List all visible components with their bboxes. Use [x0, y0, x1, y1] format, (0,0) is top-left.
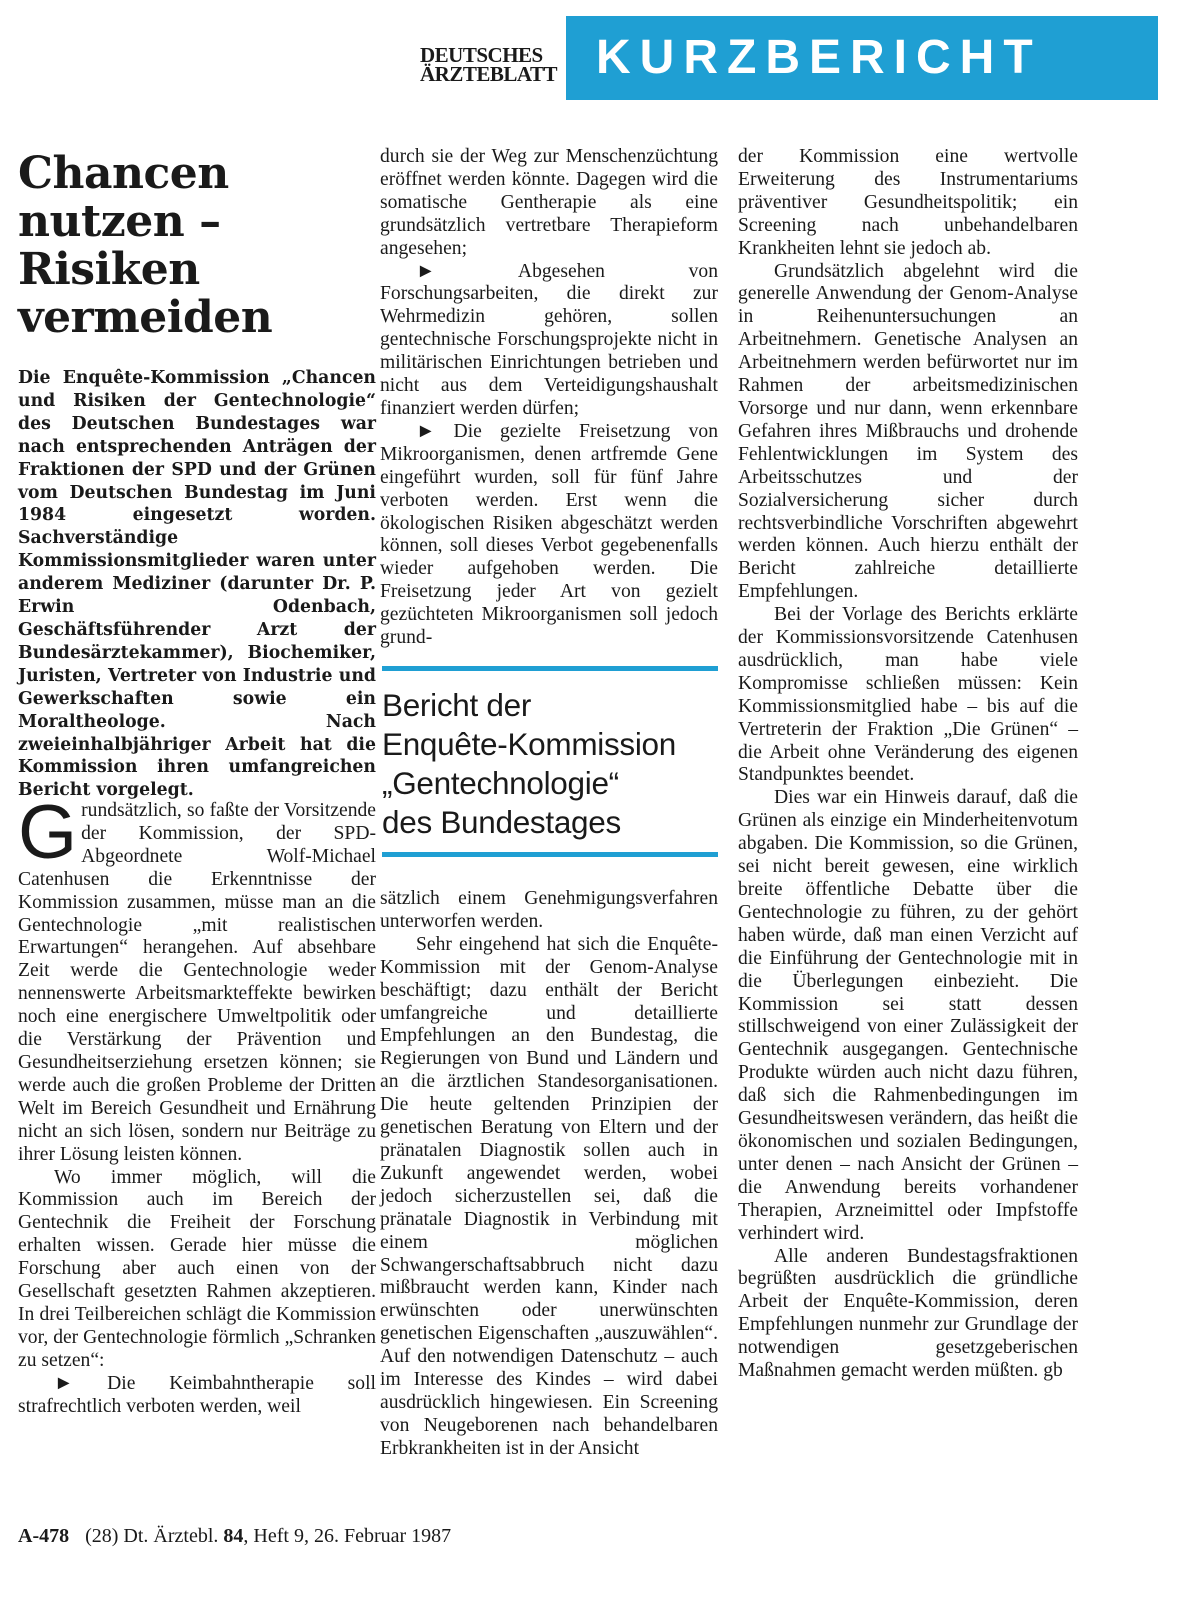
headline-line: Chancen — [18, 148, 229, 199]
headline — [18, 150, 378, 342]
section-banner: KURZBERICHT — [566, 16, 1158, 100]
column-3 — [738, 146, 1078, 1383]
column-1 — [18, 790, 376, 1418]
page-footer — [18, 1524, 718, 1548]
paragraph: der Kommission eine wertvolle Erweiterung des Instrumentariums präventiver Gesundheitspolitik; ein Screening nach unbehandelbaren Krankheiten lehnt sie jedoch ab. — [738, 146, 1078, 259]
subhead-line: Bericht der — [382, 687, 532, 723]
volume-number: 84 — [223, 1525, 244, 1547]
paragraph-text: rundsätzlich, so faßte der Vorsitzende der Kommission, der SPD-Abgeordnete Wolf-Michael Catenhusen die Erkenntnisse der Kommission zusammen, müsse man an die Gentechnologie „mit realistischen Erwartungen“ herangehen. Auf absehbare Zeit werde die Gentechnologie weder nennenswerte Arbeitsmarkteffekte bewirken noch eine energischere Umweltpolitik oder die Verstärkung der Prävention und Gesundheitserziehung ersetzen können; sie werde auch die großen Probleme der Dritten Welt im Bereich Gesundheit und Ernährung nicht an sich lösen, sondern nur Beiträge zu ihrer Lösung leisten können. — [18, 800, 376, 1165]
paragraph: ► Die Keimbahntherapie soll strafrechtlich verboten werden, weil — [18, 1372, 376, 1417]
headline-line: Risiken — [18, 244, 200, 295]
paragraph: Wo immer möglich, will die Kommission auch im Bereich der Gentechnik die Freiheit der Forschung erhalten wissen. Gerade hier müsse die Forschung aber auch einen von der Gesellschaft gesetzten Rahmen akzeptieren. In drei Teilbereichen schlägt die Kommission vor, der Gentechnologie förmlich „Schranken zu setzen“: — [18, 1166, 376, 1371]
paragraph: Bei der Vorlage des Berichts erklärte der Kommissionsvorsitzende Catenhusen ausdrücklich, man habe viele Kompromisse schließen müssen: Kein Kommissionsmitglied habe – bis auf die Vertreterin der Fraktion „Die Grünen“ – die Arbeit ohne Veränderung des eigenen Standpunktes beendet. — [738, 604, 1078, 786]
subhead-rule-bottom — [382, 852, 718, 857]
column-2-top — [380, 146, 718, 650]
citation-suffix: , Heft 9, 26. Februar 1987 — [243, 1525, 452, 1547]
headline-line: vermeiden — [18, 292, 273, 343]
subhead-line: Enquête-Kommission — [382, 726, 676, 762]
masthead-line1: DEUTSCHES — [420, 43, 543, 67]
headline-line: nutzen – — [18, 196, 221, 247]
subhead-rule-top — [382, 666, 718, 671]
citation-prefix: (28) Dt. Ärztebl. — [85, 1525, 224, 1547]
paragraph: durch sie der Weg zur Menschenzüchtung eröffnet werden könnte. Dagegen wird die somatische Gentherapie als eine grundsätzlich vertretbare Therapieform angesehen; — [380, 146, 718, 259]
subhead-line: „Gentechnologie“ — [382, 765, 619, 801]
column-2-bottom — [380, 888, 718, 1461]
paragraph: Grundsätzlich abgelehnt wird die generelle Anwendung der Genom-Analyse in Reihenuntersuchungen an Arbeitnehmern. Genetische Analysen an Arbeitnehmern werden befürwortet nur im Rahmen der arbeitsmedizinischen Vorsorge und nur dann, wenn erkennbare Gefahren ihres Mißbrauchs und drohende Fehlentwicklungen im System des Arbeitsschutzes und der Sozialversicherung sicher durch rechtsverbindliche Vorschriften abgewehrt werden können. Auch hierzu enthält der Bericht zahlreiche detaillierte Empfehlungen. — [738, 260, 1078, 603]
paragraph: Dies war ein Hinweis darauf, daß die Grünen als einzige ein Minderheitenvotum abgaben. Die Kommission, so die Grünen, sei nicht bereit gewesen, eine wirklich breite öffentliche Debatte über die Gentechnologie zu führen, zu der gehört haben würde, daß man einen Verzicht auf die Einführung der Gentechnologie mit in die Überlegungen einbezieht. Die Kommission sei statt dessen stillschweigend von einer Zulässigkeit der Gentechnik ausgegangen. Gentechnische Produkte würden auch nicht dazu führen, daß sich die Rahmenbedingungen im Gesundheitswesen verändern, das heißt die ökonomischen und sozialen Bedingungen, unter denen – nach Ansicht der Grünen – die Anwendung bereits vorhandener Therapien, Arzneimittel oder Impfstoffe verhindert wird. — [738, 787, 1078, 1244]
paragraph: ► Abgesehen von Forschungsarbeiten, die direkt zur Wehrmedizin gehören, sollen gentechnische Forschungsprojekte nicht in militärischen Einrichtungen betrieben und nicht aus dem Verteidigungshaushalt finanziert werden dürfen; — [380, 260, 718, 419]
lead-text: Die Enquête-Kommission „Chancen und Risiken der Gentechnologie“ des Deutschen Bundestages war nach entsprechenden Anträgen der Fraktionen der SPD und der Grünen vom Deutschen Bundestag im Juni 1984 eingesetzt worden. Sachverständige Kommissionsmitglieder waren unter anderem Mediziner (darunter Dr. P. Erwin Odenbach, Geschäftsführender Arzt der Bundesärztekammer), Biochemiker, Juristen, Vertreter von Industrie und Gewerkschaften sowie ein Moraltheologe. Nach zweieinhalbjähriger Arbeit hat die Kommission ihren umfangreichen Bericht vorgelegt. — [18, 368, 376, 801]
paragraph: Alle anderen Bundestagsfraktionen begrüßten ausdrücklich die gründliche Arbeit der Enquête-Kommission, deren Empfehlungen nunmehr zur Grundlage der notwendigen gesetzgeberischen Maßnahmen gemacht werden müßten. gb — [738, 1245, 1078, 1382]
drop-cap: G — [18, 790, 78, 875]
page-number: A-478 — [18, 1525, 70, 1547]
masthead — [420, 43, 560, 86]
subhead-line: des Bundestages — [382, 804, 621, 840]
paragraph — [18, 790, 376, 1167]
masthead-line2: ÄRZTEBLATT — [420, 62, 557, 86]
subhead — [382, 686, 722, 842]
paragraph: ► Die gezielte Freisetzung von Mikroorganismen, denen artfremde Gene eingeführt wurden, soll für fünf Jahre verboten werden. Erst wenn die ökologischen Risiken abgeschätzt werden können, soll dieses Verbot gegebenenfalls wieder aufgehoben werden. Die Freisetzung jeder Art von gezielt gezüchteten Mikroorganismen soll jedoch grund- — [380, 420, 718, 649]
lead-paragraph — [18, 367, 376, 802]
paragraph: Sehr eingehend hat sich die Enquête-Kommission mit der Genom-Analyse beschäftigt; dazu enthält der Bericht umfangreiche und detaillierte Empfehlungen an den Bundestag, die Regierungen von Bund und Ländern und an die ärztlichen Standesorganisationen. Die heute geltenden Prinzipien der genetischen Beratung von Eltern und der pränatalen Diagnostik sollen auch in Zukunft angewendet werden, wobei jedoch sicherzustellen sei, daß die pränatale Diagnostik in Verbindung mit einem möglichen Schwangerschaftsabbruch nicht dazu mißbraucht werden kann, Kinder nach erwünschten oder unerwünschten genetischen Eigenschaften „auszuwählen“. Auf den notwendigen Datenschutz – auch im Interesse des Kindes – wird dabei ausdrücklich hingewiesen. Ein Screening von Neugeborenen nach behandelbaren Erbkrankheiten ist in der Ansicht — [380, 933, 718, 1459]
paragraph: sätzlich einem Genehmigungsverfahren unterworfen werden. — [380, 888, 718, 932]
